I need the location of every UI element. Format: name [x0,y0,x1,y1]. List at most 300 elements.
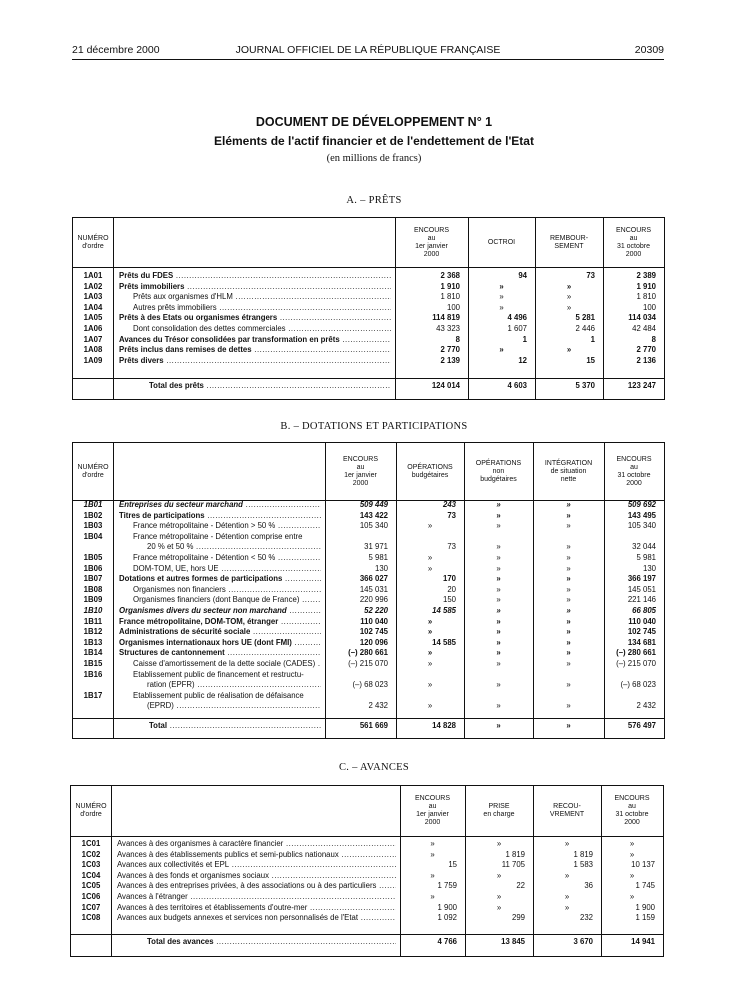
header-page-number: 20309 [634,44,664,56]
row-value: » [496,902,502,912]
table-row [73,670,664,680]
row-value: » [496,870,502,880]
row-value: » [566,553,571,562]
header-divider [73,267,664,268]
row-value: 366 027 [359,574,388,584]
header-divider [71,836,663,837]
row-code: 1B13 [83,637,103,647]
row-value: 2 770 [440,345,460,355]
table-row [73,542,664,552]
row-value: 100 [642,302,656,312]
row-code: 1B10 [83,606,103,615]
row-code: 1B16 [83,669,103,679]
row-code: 1C02 [81,849,101,859]
row-value: 1 900 [437,902,457,912]
row-value: 150 [442,595,456,605]
row-value: 1 [522,334,527,344]
row-code: 1A09 [83,355,103,365]
table-row [73,271,664,281]
row-value: » [566,500,571,509]
column-header-text: ENCOURS au 1er janvier 2000 [414,795,450,826]
row-value: 221 146 [627,595,656,605]
row-value: 145 051 [627,584,656,594]
row-code: 1A01 [83,271,103,280]
table-row [73,303,664,313]
total-value: 13 845 [501,937,525,946]
column-header-text: PRISE en charge [483,803,515,818]
row-label: Avances à des fonds et organismes sociaux ..... [117,871,396,881]
table-row [73,324,664,334]
table-row [73,282,664,292]
row-value: 20 [447,584,456,594]
row-value: 1 607 [507,324,527,333]
row-value: » [427,659,433,668]
table-prets [72,217,665,400]
row-value: » [566,659,571,668]
row-value: 1 [590,334,595,344]
total-value: » [496,721,501,730]
row-value: 105 340 [359,521,388,531]
row-value: 31 971 [364,542,388,552]
row-label: Etablissement public de financement et restructu- [133,669,304,679]
row-label: Etablissement public de réalisation de défaisance [133,690,304,700]
row-value: » [496,659,501,668]
total-value: 14 828 [432,721,456,730]
row-value: » [566,595,571,605]
table-row [73,680,664,690]
row-value: » [430,849,435,859]
row-value: 14 585 [432,606,456,615]
row-code: 1A06 [83,324,103,333]
row-value: » [566,302,572,312]
row-value: 120 096 [359,637,388,647]
row-value: 110 040 [360,616,388,626]
row-code: 1B06 [83,563,103,573]
row-value: 134 681 [627,637,656,647]
column-header [400,786,465,836]
row-value: 105 340 [627,521,656,531]
row-value: 2 368 [440,271,460,280]
column-header [468,218,535,267]
row-value: 1 810 [636,292,656,302]
row-code: 1B01 [83,500,103,509]
row-value: » [427,563,433,573]
column-header-text: ENCOURS au 1er janvier 2000 [342,455,378,487]
row-value: 52 220 [364,606,388,615]
row-value: » [427,627,433,637]
row-label: France métropolitaine - Détention < 50 % ..... [133,553,321,563]
column-header [601,786,663,836]
row-value: 299 [511,913,525,923]
row-value: 1 819 [573,849,593,859]
column-header [71,786,111,836]
table-row [73,659,664,669]
row-value: » [427,521,433,531]
row-value: 1 900 [635,902,655,912]
row-value: 220 996 [359,595,388,605]
total-label: Total ..... [149,721,321,731]
column-header-text: ENCOURS au 31 octobre 2000 [614,795,650,826]
column-header-text: NUMÉRO d'ordre [77,234,109,250]
row-value: » [566,606,571,615]
row-code: 1C03 [81,860,101,870]
row-value: » [496,627,501,637]
row-value: 1 583 [573,860,593,870]
row-value: » [629,892,635,901]
row-value: 110 040 [628,616,656,626]
row-value: 22 [516,881,525,891]
total-value: » [566,721,571,730]
table-row [73,335,664,345]
total-value: 4 766 [437,937,457,946]
row-value: 130 [374,563,388,573]
row-value: » [496,521,501,531]
row-code: 1A08 [83,345,103,355]
column-header-text: INTÉGRATION de situation nette [544,459,593,483]
row-value: » [566,292,572,302]
table-row [71,913,663,923]
row-value: » [566,680,571,690]
header-rule [72,59,664,60]
row-value: 73 [586,271,595,280]
row-label: Avances aux budgets annexes et services non personnalisés de l'Etat ..... [117,913,396,923]
table-row [71,839,663,849]
row-value: » [496,553,501,562]
row-value: 143 422 [359,510,388,520]
table-row [71,892,663,902]
row-value: » [566,574,571,584]
row-code: 1A03 [83,292,103,302]
row-code: 1B03 [83,521,103,531]
row-label: Avances à des organismes à caractère financier ..... [117,839,396,849]
row-value: 73 [447,542,456,552]
row-code: 1C07 [81,902,101,912]
row-label: Organismes financiers (dont Banque de France) ..... [133,595,321,605]
table-row [73,595,664,605]
row-value: » [566,510,571,520]
row-value: 102 745 [359,627,388,637]
row-value: 2 770 [636,345,656,355]
total-divider [73,378,664,379]
row-code: 1B07 [83,574,103,584]
row-label: 20 % et 50 % ..... [147,542,321,552]
row-value: » [496,500,501,509]
row-value: » [499,281,504,291]
row-value: 366 197 [627,574,656,584]
row-value: 1 910 [636,281,656,291]
table-row [73,648,664,658]
row-label: Entreprises du secteur marchand ..... [119,500,321,510]
unit-note: (en millions de francs) [326,153,422,164]
row-value: 509 449 [359,500,388,509]
row-value: » [496,839,502,848]
row-value: » [427,553,433,562]
row-value: 2 432 [636,701,656,711]
row-value: 5 281 [575,313,595,323]
row-label: Dont consolidation des dettes commerciales ..... [133,324,391,334]
row-code: 1B08 [83,584,103,594]
row-value: » [566,521,571,531]
row-value: » [496,563,501,573]
row-label: Titres de participations ..... [119,511,321,521]
row-value: 1 159 [635,913,655,923]
column-header [73,443,113,500]
row-value: » [430,839,435,848]
total-value: 123 247 [627,381,656,390]
row-value: » [496,542,501,552]
row-value: 8 [651,334,656,344]
row-label: Organismes divers du secteur non marchand ..... [119,606,321,616]
row-value: 15 [448,860,457,870]
total-divider [71,934,663,935]
row-value: » [566,648,571,658]
row-value: » [430,892,435,901]
section-c-title: C. – AVANCES [338,762,410,773]
row-value: 12 [518,355,527,365]
row-value: 1 910 [440,281,460,291]
total-row [71,937,663,947]
section-b-title: B. – DOTATIONS ET PARTICIPATIONS [280,421,468,432]
row-value: 94 [518,271,527,280]
row-value: (–) 68 023 [620,680,656,690]
row-value: 2 389 [636,271,656,280]
total-value: 14 941 [631,937,655,946]
row-value: » [566,281,572,291]
row-value: 130 [642,563,656,573]
row-value: 509 692 [627,500,656,509]
row-value: » [496,701,501,711]
row-value: » [629,839,635,848]
row-value: » [496,510,501,520]
row-value: 10 137 [631,860,655,870]
row-value: 5 981 [636,553,656,562]
row-value: » [566,584,571,594]
row-label: Organismes non financiers ..... [133,585,321,595]
row-value: 66 805 [632,606,656,615]
row-value: 73 [447,510,456,520]
row-value: » [499,302,504,312]
row-value: » [496,616,501,626]
row-value: 2 136 [636,355,656,365]
row-code: 1B15 [83,659,103,668]
row-value: 100 [446,302,460,312]
row-label: DOM-TOM, UE, hors UE ..... [133,564,321,574]
row-code: 1A05 [83,313,103,323]
row-value: 1 092 [437,913,457,923]
row-value: 2 432 [368,701,388,711]
total-row [73,381,664,391]
row-value: » [499,292,504,302]
table-row [73,574,664,584]
row-code: 1B11 [83,616,103,626]
row-value: 5 981 [368,553,388,562]
table-row [73,532,664,542]
section-a-title: A. – PRÊTS [346,195,402,206]
row-code: 1B12 [83,627,103,637]
table-row [71,903,663,913]
row-value: 15 [586,355,595,365]
column-header [533,786,601,836]
row-code: 1A02 [83,281,103,291]
total-value: 561 669 [359,721,388,730]
table-row [73,627,664,637]
column-header [604,443,664,500]
header-journal: JOURNAL OFFICIEL DE LA RÉPUBLIQUE FRANÇAISE [235,44,501,56]
table-row [73,511,664,521]
total-value: 3 670 [573,937,593,946]
row-value: » [496,680,501,690]
row-value: » [496,648,501,658]
row-value: » [430,870,435,880]
row-value: » [427,680,433,690]
column-header [535,218,603,267]
table-row [71,881,663,891]
row-code: 1C01 [81,839,101,848]
row-value: 1 819 [505,849,525,859]
row-value: (–) 215 070 [348,659,388,668]
total-value: 576 497 [627,721,656,730]
table-row [73,313,664,323]
row-value: 243 [442,500,456,509]
table-row [73,585,664,595]
row-label: Prêts aux organismes d'HLM ..... [133,292,391,302]
row-value: 145 031 [359,584,388,594]
row-code: 1C08 [81,913,101,923]
row-value: 36 [584,881,593,891]
row-label: Avances à des entreprises privées, à des associations ou à des particuliers ..... [117,881,396,891]
row-code: 1B04 [83,531,103,541]
row-label: Prêts divers ..... [119,356,391,366]
row-label: Structures de cantonnement ..... [119,648,321,658]
total-value: 124 014 [431,381,460,390]
row-label: Dotations et autres formes de participations ..... [119,574,321,584]
row-value: 2 446 [575,324,595,333]
column-header [465,786,533,836]
row-value: » [427,616,433,626]
row-label: Avances à des établissements publics et semi-publics nationaux ..... [117,850,396,860]
column-header-text: ENCOURS au 31 octobre 2000 [615,226,651,258]
row-value: » [496,584,501,594]
column-header-text: OCTROI [487,238,516,246]
table-row [71,871,663,881]
table-row [73,638,664,648]
row-value: » [566,701,571,711]
row-value: 170 [442,574,456,584]
header-date: 21 décembre 2000 [72,44,160,56]
row-value: » [629,849,635,859]
row-value: » [566,627,571,637]
row-label: Administrations de sécurité sociale ..... [119,627,321,637]
row-value: » [566,542,571,552]
row-value: 232 [579,913,593,923]
table-dotations [72,442,665,739]
table-row [73,292,664,302]
row-label: France métropolitaine, DOM-TOM, étranger ..... [119,617,321,627]
table-row [73,691,664,701]
row-value: (–) 68 023 [352,680,388,690]
row-value: » [566,345,572,355]
row-code: 1C05 [81,881,101,891]
column-header [603,218,664,267]
row-value: » [427,701,433,711]
column-header-text: OPÉRATIONS non budgétaires [475,459,522,483]
row-label: Prêts immobiliers ..... [119,282,391,292]
row-label: Caisse d'amortissement de la dette sociale (CADES) ..... [133,659,321,669]
row-label: Autres prêts immobiliers ..... [133,303,391,313]
row-value: » [496,637,501,647]
row-label: Avances à des territoires et établissements d'outre-mer ..... [117,903,396,913]
row-value: 114 034 [628,313,656,323]
row-value: (–) 280 661 [348,648,388,658]
row-value: » [566,616,571,626]
row-value: 143 495 [627,510,656,520]
row-label: Avances à l'étranger ..... [117,892,396,902]
row-label: Prêts inclus dans remises de dettes ..... [119,345,391,355]
row-value: » [564,902,570,912]
row-value: 4 496 [507,313,527,323]
table-row [73,553,664,563]
row-value: » [566,637,571,647]
row-value: 1 745 [635,881,655,891]
column-header-text: OPÉRATIONS budgétaires [407,463,453,479]
table-row [73,701,664,711]
row-value: 102 745 [627,627,656,637]
row-value: » [564,870,570,880]
row-label: France métropolitaine - Détention > 50 % ..... [133,521,321,531]
column-header-text: NUMÉRO d'ordre [77,463,109,479]
column-header [396,443,464,500]
row-label: (EPRD) ..... [147,701,321,711]
row-value: 8 [455,334,460,344]
table-row [73,500,664,510]
row-value: » [496,892,502,901]
row-value: 2 139 [440,355,460,365]
total-row [73,721,664,731]
row-value: (–) 215 070 [616,659,656,668]
row-value: » [564,839,570,848]
row-code: 1C04 [81,870,101,880]
row-value: » [629,870,635,880]
row-value: 43 323 [436,324,460,333]
row-value: » [496,606,501,615]
column-header [395,218,468,267]
row-label: Avances du Trésor consolidées par transformation en prêts ..... [119,335,391,345]
column-header-text: ENCOURS au 1er janvier 2000 [413,226,449,258]
row-value: 1 759 [437,881,457,891]
row-label: Avances aux collectivités et EPL ..... [117,860,396,870]
row-value: » [427,648,433,658]
row-value: 1 810 [440,292,460,302]
row-label: ration (EPFR) ..... [147,680,321,690]
column-header [73,218,113,267]
table-row [73,521,664,531]
row-code: 1B02 [83,510,103,520]
row-value: » [564,892,570,901]
column-header-text: REMBOUR- SEMENT [549,234,589,250]
column-header-text: NUMÉRO d'ordre [75,803,107,818]
row-label: Organismes internationaux hors UE (dont FMI) ..... [119,638,321,648]
table-row [73,617,664,627]
total-label: Total des avances ..... [147,937,396,947]
row-label: Prêts du FDES ..... [119,271,391,281]
total-label: Total des prêts ..... [149,381,391,391]
table-avances [70,785,664,957]
row-value: 11 705 [501,860,525,870]
row-code: 1A07 [83,334,103,344]
table-row [71,850,663,860]
table-row [73,564,664,574]
row-value: (–) 280 661 [616,648,656,658]
